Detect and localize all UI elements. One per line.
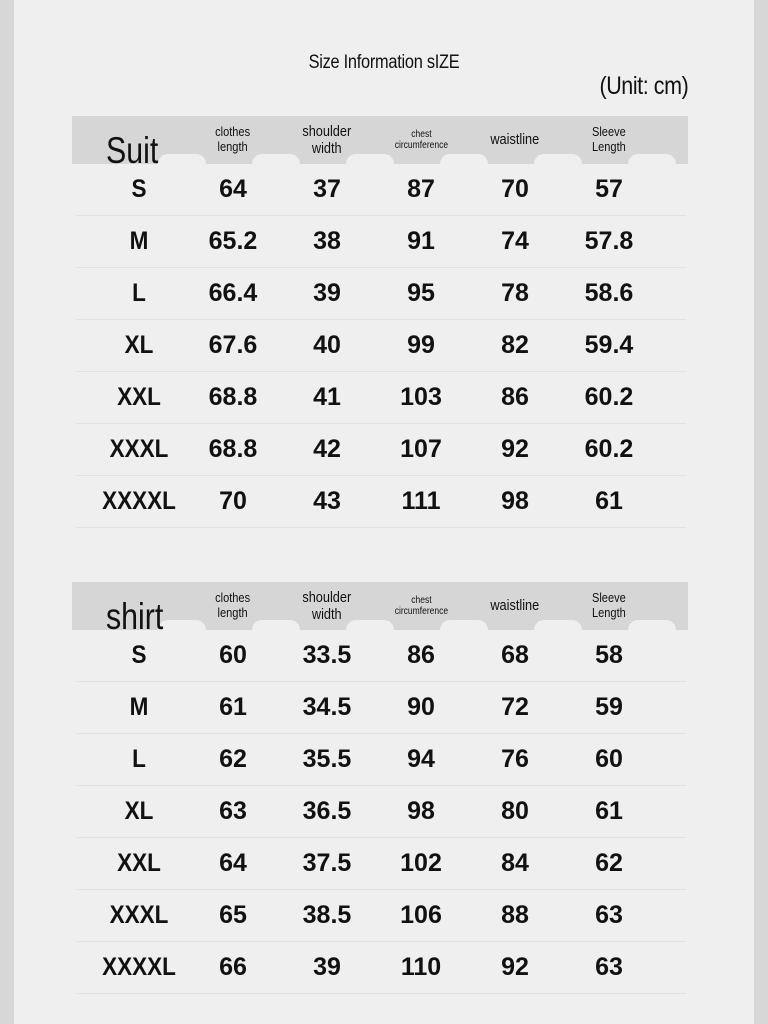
- measurement-cell: 65: [219, 901, 247, 929]
- table-body: [72, 630, 688, 994]
- size-cell: XXXXL: [102, 487, 176, 515]
- measurement-cell: 95: [407, 279, 435, 307]
- measurement-cell: 72: [501, 693, 529, 721]
- column-header-line1: waistline: [490, 131, 540, 149]
- table-header: [72, 582, 688, 637]
- measurement-cell: 74: [501, 227, 529, 255]
- measurement-cell: 106: [400, 901, 442, 929]
- column-header: [374, 582, 468, 630]
- measurement-cell: 36.5: [302, 797, 352, 825]
- measurement-cell: 98: [407, 797, 435, 825]
- measurement-cell: 107: [400, 435, 442, 463]
- measurement-cell: 92: [501, 953, 529, 981]
- measurement-cell: 34.5: [302, 693, 352, 721]
- table-row: [76, 786, 686, 838]
- measurement-cell: 60: [595, 745, 623, 773]
- measurement-cell: 87: [407, 175, 435, 203]
- column-header: [280, 116, 374, 164]
- size-cell: M: [129, 227, 149, 255]
- measurement-cell: 35.5: [302, 745, 352, 773]
- table-row: [76, 372, 686, 424]
- size-cell: XXXL: [109, 901, 169, 929]
- size-cell: XXXL: [109, 435, 169, 463]
- table-row: [76, 890, 686, 942]
- measurement-cell: 98: [501, 487, 529, 515]
- measurement-cell: 38: [313, 227, 341, 255]
- measurement-cell: 33.5: [302, 641, 352, 669]
- page-title: Size Information sIZE: [308, 52, 460, 73]
- table-row: [76, 320, 686, 372]
- measurement-cell: 58.6: [584, 279, 634, 307]
- measurement-cell: 62: [219, 745, 247, 773]
- measurement-cell: 82: [501, 331, 529, 359]
- measurement-cell: 68: [501, 641, 529, 669]
- column-header-line1: chest: [410, 128, 432, 140]
- suit-size-table: [72, 116, 688, 528]
- measurement-cell: 94: [407, 745, 435, 773]
- measurement-cell: 37.5: [302, 849, 352, 877]
- column-header-line2: width: [312, 606, 342, 623]
- column-header-line2: width: [312, 140, 342, 157]
- measurement-cell: 70: [501, 175, 529, 203]
- table-row: [76, 424, 686, 476]
- measurement-cell: 60: [219, 641, 247, 669]
- size-cell: S: [131, 641, 147, 669]
- measurement-cell: 39: [313, 279, 341, 307]
- measurement-cell: 38.5: [302, 901, 352, 929]
- column-header: [562, 116, 656, 164]
- size-cell: XXL: [117, 849, 161, 877]
- column-header-line2: circumference: [394, 606, 448, 617]
- table-row: [76, 476, 686, 528]
- measurement-cell: 39: [313, 953, 341, 981]
- measurement-cell: 61: [595, 797, 623, 825]
- measurement-cell: 68.8: [208, 383, 258, 411]
- measurement-cell: 110: [400, 953, 442, 981]
- table-row: [76, 682, 686, 734]
- table-row: [76, 838, 686, 890]
- table-row: [76, 268, 686, 320]
- shirt-size-table: [72, 582, 688, 994]
- table-body: [72, 164, 688, 528]
- measurement-cell: 61: [219, 693, 247, 721]
- column-header-line1: waistline: [490, 597, 540, 615]
- measurement-cell: 60.2: [584, 383, 634, 411]
- measurement-cell: 78: [501, 279, 529, 307]
- size-cell: L: [132, 279, 146, 307]
- measurement-cell: 63: [219, 797, 247, 825]
- unit-label: (Unit: cm): [599, 72, 688, 100]
- column-header: [468, 116, 562, 164]
- table-header: [72, 116, 688, 171]
- measurement-cell: 60.2: [584, 435, 634, 463]
- measurement-cell: 103: [400, 383, 442, 411]
- measurement-cell: 67.6: [208, 331, 258, 359]
- table-row: [76, 216, 686, 268]
- measurement-cell: 41: [313, 383, 341, 411]
- measurement-cell: 64: [219, 175, 247, 203]
- table-name: Suit: [106, 130, 159, 171]
- column-header: [562, 582, 656, 630]
- column-header: [374, 116, 468, 164]
- measurement-cell: 65.2: [208, 227, 258, 255]
- measurement-cell: 59: [595, 693, 623, 721]
- size-cell: L: [132, 745, 146, 773]
- column-header-line1: chest: [410, 594, 432, 606]
- size-cell: XL: [124, 797, 154, 825]
- table-row: [76, 942, 686, 994]
- column-header-line1: Sleeve: [592, 124, 626, 140]
- measurement-cell: 70: [219, 487, 247, 515]
- size-cell: XXXXL: [102, 953, 176, 981]
- measurement-cell: 40: [313, 331, 341, 359]
- measurement-cell: 64: [219, 849, 247, 877]
- measurement-cell: 92: [501, 435, 529, 463]
- measurement-cell: 88: [501, 901, 529, 929]
- table-row: [76, 630, 686, 682]
- column-header-line2: length: [217, 605, 249, 620]
- measurement-cell: 68.8: [208, 435, 258, 463]
- measurement-cell: 57.8: [584, 227, 634, 255]
- measurement-cell: 42: [313, 435, 341, 463]
- measurement-cell: 91: [407, 227, 435, 255]
- column-header: [280, 582, 374, 630]
- measurement-cell: 62: [595, 849, 623, 877]
- column-header-line1: clothes: [215, 124, 251, 140]
- column-header: [468, 582, 562, 630]
- table-row: [76, 734, 686, 786]
- measurement-cell: 66: [219, 953, 247, 981]
- size-cell: S: [131, 175, 147, 203]
- size-cell: XXL: [117, 383, 161, 411]
- measurement-cell: 86: [407, 641, 435, 669]
- measurement-cell: 86: [501, 383, 529, 411]
- measurement-cell: 111: [401, 487, 441, 515]
- measurement-cell: 43: [313, 487, 341, 515]
- column-header: [186, 582, 280, 630]
- table-row: [76, 164, 686, 216]
- table-name: shirt: [106, 596, 164, 637]
- size-cell: XL: [124, 331, 154, 359]
- column-header-line2: circumference: [394, 140, 448, 151]
- measurement-cell: 58: [595, 641, 623, 669]
- measurement-cell: 59.4: [584, 331, 634, 359]
- column-header-line2: Length: [592, 139, 626, 154]
- measurement-cell: 84: [501, 849, 529, 877]
- column-header: [186, 116, 280, 164]
- column-header-line1: clothes: [215, 590, 251, 606]
- measurement-cell: 76: [501, 745, 529, 773]
- measurement-cell: 99: [407, 331, 435, 359]
- measurement-cell: 63: [595, 901, 623, 929]
- measurement-cell: 102: [400, 849, 442, 877]
- column-header-line2: length: [217, 139, 249, 154]
- column-header-line1: shoulder: [302, 588, 352, 606]
- measurement-cell: 66.4: [208, 279, 258, 307]
- measurement-cell: 63: [595, 953, 623, 981]
- column-header-line1: Sleeve: [592, 590, 626, 606]
- measurement-cell: 61: [595, 487, 623, 515]
- measurement-cell: 57: [595, 175, 623, 203]
- column-header-line1: shoulder: [302, 122, 352, 140]
- measurement-cell: 80: [501, 797, 529, 825]
- measurement-cell: 90: [407, 693, 435, 721]
- size-cell: M: [129, 693, 149, 721]
- column-header-line2: Length: [592, 605, 626, 620]
- measurement-cell: 37: [313, 175, 341, 203]
